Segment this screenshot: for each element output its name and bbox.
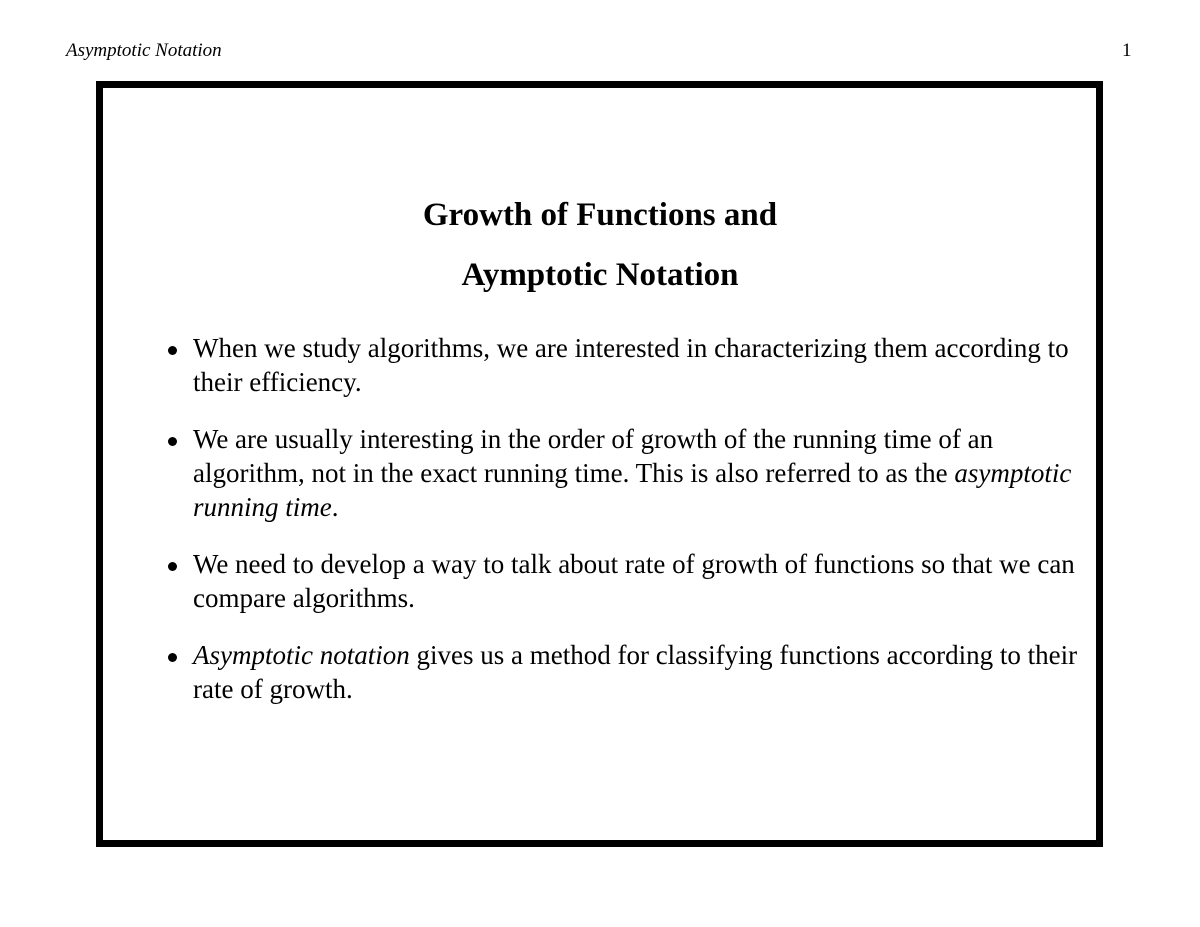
bullet-emphasis: Asymptotic notation bbox=[193, 640, 410, 670]
bullet-emphasis: asymptotic running time bbox=[193, 458, 1072, 522]
bullet-item bbox=[160, 638, 1080, 706]
page-number: 1 bbox=[1122, 40, 1132, 61]
bullet-list bbox=[160, 331, 1080, 729]
slide-title-line-1: Growth of Functions and bbox=[422, 197, 778, 233]
slide-title-line-2: Aymptotic Notation bbox=[461, 257, 739, 293]
bullet-item bbox=[160, 547, 1080, 615]
bullet-text: We are usually interesting in the order of growth of the running time of an algorithm, not in the exact running time. This is also referred to as the bbox=[193, 424, 994, 488]
running-header-title: Asymptotic Notation bbox=[66, 40, 222, 61]
bullet-text: We need to develop a way to talk about rate of growth of functions so that we can compare algorithms. bbox=[193, 549, 1075, 613]
bullet-item bbox=[160, 331, 1080, 399]
bullet-text: gives us a method for classifying functions according to their rate of growth. bbox=[193, 640, 1078, 704]
bullet-item bbox=[160, 422, 1080, 524]
bullet-text-end: . bbox=[331, 492, 339, 522]
bullet-text: When we study algorithms, we are interested in characterizing them according to their efficiency. bbox=[193, 333, 1069, 397]
